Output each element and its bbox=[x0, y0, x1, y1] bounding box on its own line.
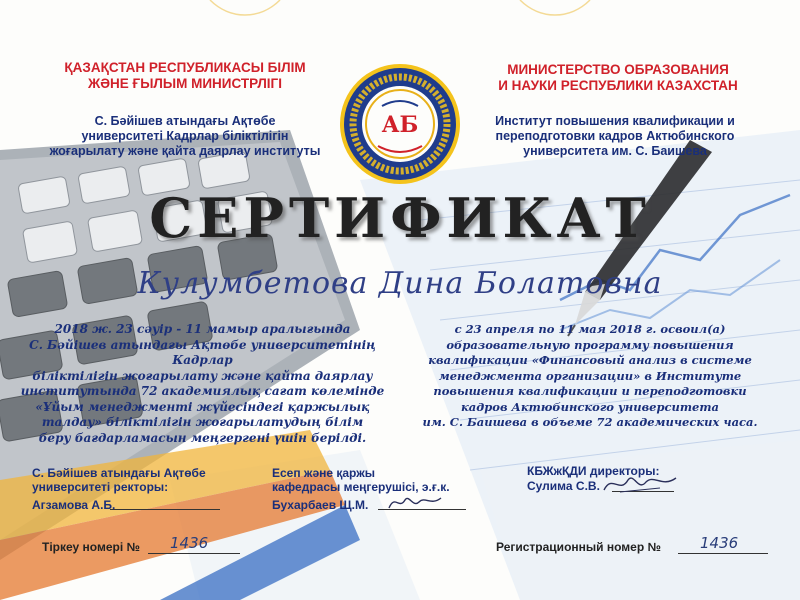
ministry-kz: ҚАЗАҚСТАН РЕСПУБЛИКАСЫ БІЛІМ ЖӘНЕ ҒЫЛЫМ МИНИСТРЛІГІ bbox=[64, 60, 306, 91]
institute-ru: Институт повышения квалификации и переподготовки кадров Актюбинского университета им. С. Баишева bbox=[495, 114, 735, 158]
recipient-name: Кулумбетова Дина Болатовна bbox=[137, 266, 663, 301]
body-ru-line: с 23 апреля по 11 мая 2018 г. освоил(а) bbox=[454, 322, 726, 336]
body-kz-line: талдау» біліктілігін жоғарылатудың білім bbox=[41, 415, 364, 429]
registration-kz-label: Тіркеу номері № bbox=[42, 540, 140, 554]
rector-signature-block: С. Бәйішев атындағы Ақтөбе университеті ректоры: bbox=[32, 466, 206, 494]
body-kz-line: институтында 72 академиялық сағат көлемінде bbox=[20, 384, 385, 398]
body-kz-line: біліктілігін жоғарылату және қайта даярлау bbox=[32, 368, 373, 383]
body-ru bbox=[400, 322, 780, 431]
ministry-ru: МИНИСТЕРСТВО ОБРАЗОВАНИЯ И НАУКИ РЕСПУБЛИКИ КАЗАХСТАН bbox=[498, 62, 738, 93]
certificate-title: СЕРТИФИКАТ bbox=[149, 186, 651, 250]
body-kz-line: «Ұйым менеджменті жүйесіндегі қаржылық bbox=[35, 399, 370, 414]
body-ru-line: квалификации «Финансовый анализ в системе bbox=[428, 353, 752, 367]
head-handwritten-signature bbox=[385, 490, 445, 514]
body-kz-line: беру бағдарламасын меңгергені үшін берілді. bbox=[38, 430, 367, 445]
registration-ru-number: 1436 bbox=[700, 534, 739, 552]
body-kz bbox=[10, 322, 395, 446]
body-ru-line: менеджмента организации» в Институте bbox=[438, 368, 742, 383]
director-title: КБЖжҚДИ директоры: bbox=[527, 464, 660, 478]
body-kz-line: С. Бәйішев атындағы Ақтөбе университетінің Кадрлар bbox=[29, 337, 376, 367]
body-ru-line: им. С. Баишева в объеме 72 академических часа. bbox=[422, 415, 758, 429]
body-ru-line: образовательную программу повышения bbox=[446, 337, 734, 352]
rector-name: Агзамова А.Б. bbox=[32, 498, 116, 512]
university-seal bbox=[338, 62, 462, 186]
body-kz-line: 2018 ж. 23 сәуір - 11 мамыр аралығында bbox=[54, 322, 351, 336]
rector-signature-line bbox=[110, 509, 220, 510]
body-ru-line: кадров Актюбинского университета bbox=[461, 399, 719, 414]
director-handwritten-signature bbox=[600, 468, 680, 498]
body-ru-line: повышения квалификации и переподготовки bbox=[433, 384, 747, 398]
registration-ru-line bbox=[678, 553, 768, 554]
head-name: Бухарбаев Щ.М. bbox=[272, 498, 369, 512]
registration-kz-line bbox=[148, 553, 240, 554]
registration-ru-label: Регистрационный номер № bbox=[496, 540, 661, 554]
svg-text:АБ: АБ bbox=[381, 112, 419, 138]
head-signature-block: Есеп және қаржы кафедрасы меңгерушісі, э.ғ.к. bbox=[272, 466, 450, 494]
registration-kz-number: 1436 bbox=[170, 534, 209, 552]
director-name: Сулима С.В. bbox=[527, 479, 600, 493]
institute-kz: С. Бәйішев атындағы Ақтөбе университеті Кадрлар біліктілігін жоғарылату және қайта даярлау институты bbox=[49, 114, 321, 158]
